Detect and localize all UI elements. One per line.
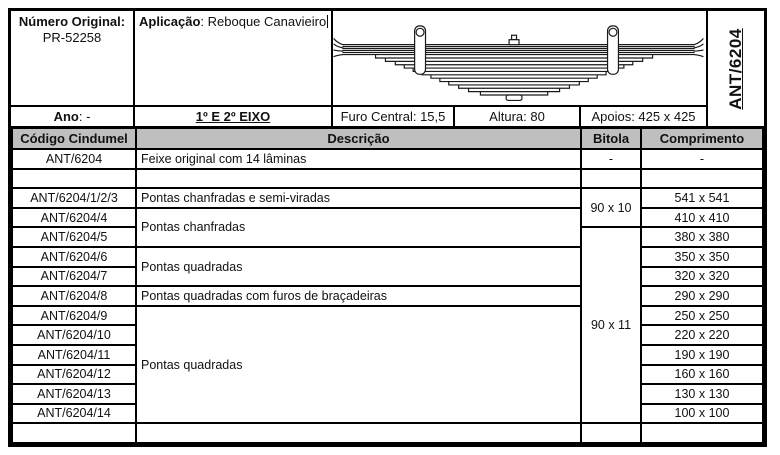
table-row (12, 188, 763, 208)
part-code-cell: ANT/6204/5 (12, 227, 136, 247)
comprimento-cell: 380 x 380 (641, 227, 763, 247)
bitola-cell: 90 x 10 (581, 188, 641, 227)
header-codigo: Código Cindumel (12, 128, 136, 150)
comprimento-cell: 190 x 190 (641, 345, 763, 365)
header-descricao: Descrição (136, 128, 581, 150)
part-code-vertical-label: ANT/6204 (726, 27, 745, 110)
part-code-cell: ANT/6204/10 (12, 325, 136, 345)
comprimento-cell: 220 x 220 (641, 325, 763, 345)
aplicacao-value: : Reboque Canavieiro (200, 14, 327, 29)
table-row (12, 208, 763, 228)
comprimento-cell: 100 x 100 (641, 404, 763, 424)
description-cell: Pontas chanfradas e semi-viradas (136, 188, 581, 208)
part-code-cell: ANT/6204/14 (12, 404, 136, 424)
aplicacao-cell (135, 11, 333, 105)
ano-cell (11, 107, 135, 126)
comprimento-cell: 290 x 290 (641, 286, 763, 306)
apoios-cell: Apoios: 425 x 425 (591, 109, 696, 124)
part-code-cell: ANT/6204/1/2/3 (12, 188, 136, 208)
ano-value: : - (78, 109, 91, 124)
part-code-cell (12, 169, 136, 189)
description-cell: Pontas quadradas (136, 247, 581, 286)
description-cell: Feixe original com 14 lâminas (136, 149, 581, 169)
bitola-cell: 90 x 11 (581, 227, 641, 423)
numero-original-label: Número Original: (18, 14, 126, 29)
table-row (12, 286, 763, 306)
leaf-spring-drawing-cell (333, 11, 706, 105)
description-cell (136, 423, 581, 443)
table-header-row (12, 128, 763, 150)
part-code-cell: ANT/6204 (12, 149, 136, 169)
part-code-cell: ANT/6204/12 (12, 365, 136, 385)
description-cell: Pontas quadradas (136, 306, 581, 423)
description-cell (136, 169, 581, 189)
numero-original-cell (11, 11, 135, 105)
description-cell: Pontas quadradas com furos de braçadeiras (136, 286, 581, 306)
header-left (11, 11, 706, 126)
comprimento-cell: 160 x 160 (641, 365, 763, 385)
comprimento-cell: 320 x 320 (641, 267, 763, 287)
table-row (12, 149, 763, 169)
parts-table (11, 126, 764, 444)
table-row (12, 169, 763, 189)
part-code-cell: ANT/6204/9 (12, 306, 136, 326)
part-code-cell: ANT/6204/4 (12, 208, 136, 228)
part-code-cell: ANT/6204/8 (12, 286, 136, 306)
header-bitola: Bitola (581, 128, 641, 150)
part-code-cell: ANT/6204/6 (12, 247, 136, 267)
eixo-cell (135, 107, 333, 126)
part-code-vertical-cell (706, 11, 764, 126)
furo-central-cell: Furo Central: 15,5 (333, 107, 455, 126)
header-row-1 (11, 11, 706, 105)
part-code-cell: ANT/6204/7 (12, 267, 136, 287)
comprimento-cell: 250 x 250 (641, 306, 763, 326)
part-code-cell: ANT/6204/11 (12, 345, 136, 365)
bitola-cell: - (581, 149, 641, 169)
table-row (12, 247, 763, 267)
ano-label: Ano (53, 109, 79, 124)
comprimento-cell (641, 169, 763, 189)
bitola-cell (581, 169, 641, 189)
leaf-spring-icon (333, 11, 706, 105)
header-section (11, 11, 764, 126)
description-cell: Pontas chanfradas (136, 208, 581, 247)
comprimento-cell: 541 x 541 (641, 188, 763, 208)
comprimento-cell: 130 x 130 (641, 384, 763, 404)
comprimento-cell: 410 x 410 (641, 208, 763, 228)
aplicacao-label: Aplicação (139, 14, 201, 29)
table-row (12, 306, 763, 326)
part-code-cell (12, 423, 136, 443)
altura-cell: Altura: 80 (455, 107, 581, 126)
header-comprimento: Comprimento (641, 128, 763, 150)
spec-table-frame (8, 8, 767, 447)
table-row (12, 423, 763, 443)
part-code-cell: ANT/6204/13 (12, 384, 136, 404)
eixo-value: 1º E 2º EIXO (195, 109, 271, 124)
comprimento-cell (641, 423, 763, 443)
text-cursor (327, 15, 328, 28)
comprimento-cell: 350 x 350 (641, 247, 763, 267)
header-row-2 (11, 105, 706, 126)
comprimento-cell: - (641, 149, 763, 169)
numero-original-value: PR-52258 (42, 30, 102, 46)
bitola-cell (581, 423, 641, 443)
